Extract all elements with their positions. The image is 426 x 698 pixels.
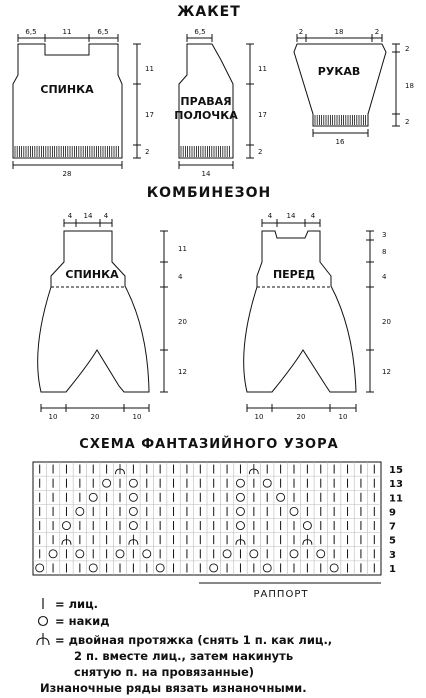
overalls-front-bottom-dim-mid: 20 xyxy=(296,413,306,421)
chart-yarn-over xyxy=(143,550,151,558)
chart-yarn-over xyxy=(277,493,285,501)
yarn-over-icon xyxy=(39,617,48,626)
chart-yarn-over xyxy=(49,550,57,558)
chart-yarn-over xyxy=(236,522,244,530)
overalls-front-bottom-dim-right: 10 xyxy=(338,413,348,421)
sleeve-label: РУКАВ xyxy=(317,65,361,78)
overalls-back-top-dim-left: 4 xyxy=(67,212,73,220)
sleeve-top-dim-left: 2 xyxy=(298,28,304,36)
chart-yarn-over xyxy=(129,522,137,530)
chart-yarn-over xyxy=(263,479,271,487)
chart-yarn-over xyxy=(210,564,218,572)
chart-yarn-over xyxy=(263,564,271,572)
jacket-front-bottom-dim: 14 xyxy=(201,170,211,178)
chart-row-number: 11 xyxy=(389,493,403,505)
overalls-front-right-dim-4: 20 xyxy=(382,318,391,326)
chart-yarn-over xyxy=(76,550,84,558)
chart-double-pull-over xyxy=(62,535,71,545)
overalls-front-bottom-dim-left: 10 xyxy=(254,413,264,421)
jacket-back-piece xyxy=(13,34,141,169)
chart-row-number: 3 xyxy=(389,549,396,561)
chart-yarn-over xyxy=(129,507,137,515)
legend-double-pull-line2: 2 п. вместе лиц., затем накинуть xyxy=(74,649,294,663)
jacket-back-right-dim-2: 17 xyxy=(145,111,154,119)
chart-yarn-over xyxy=(223,550,231,558)
chart-row-number: 9 xyxy=(389,507,396,519)
sleeve-bottom-dim: 16 xyxy=(335,138,345,146)
overalls-back-piece xyxy=(38,219,168,412)
chart-yarn-over xyxy=(129,493,137,501)
chart-yarn-over xyxy=(76,507,84,515)
footer-note: Изнаночные ряды вязать изнаночными. xyxy=(40,681,307,695)
chart-row-number: 1 xyxy=(389,563,396,575)
chart-yarn-over xyxy=(236,479,244,487)
overalls-front-right-dim-3: 4 xyxy=(382,273,387,281)
overalls-back-bottom-dim-right: 10 xyxy=(132,413,142,421)
rapport-label: РАППОРТ xyxy=(253,589,309,600)
jacket-back-top-dim-right: 6,5 xyxy=(97,28,109,36)
scheme-title: СХЕМА ФАНТАЗИЙНОГО УЗОРА xyxy=(79,437,339,452)
overalls-back-bottom-dim-mid: 20 xyxy=(90,413,100,421)
chart-row-number: 5 xyxy=(389,535,396,547)
chart-yarn-over xyxy=(36,564,44,572)
overalls-back-top-dim-mid: 14 xyxy=(83,212,93,220)
jacket-back-label: СПИНКА xyxy=(40,83,94,96)
chart-double-pull-over xyxy=(249,464,258,474)
jacket-front-label-line2: ПОЛОЧКА xyxy=(174,109,238,122)
overalls-back-right-dim-1: 11 xyxy=(178,245,187,253)
overalls-back-right-dim-2: 4 xyxy=(178,273,183,281)
chart-yarn-over xyxy=(290,507,298,515)
sleeve-right-dim-3: 2 xyxy=(405,118,410,126)
overalls-front-right-dim-2: 8 xyxy=(382,248,387,256)
overalls-back-right-dim-4: 12 xyxy=(178,368,187,376)
chart-yarn-over xyxy=(129,479,137,487)
overalls-front-label: ПЕРЕД xyxy=(272,268,316,281)
chart-yarn-over xyxy=(317,550,325,558)
overalls-front-right-dim-1: 3 xyxy=(382,231,387,239)
chart-row-number: 7 xyxy=(389,521,396,533)
legend-knit-text: = лиц. xyxy=(55,597,99,611)
jacket-front-right-dim-1: 11 xyxy=(258,65,267,73)
overalls-front-top-dim-mid: 14 xyxy=(286,212,296,220)
overalls-back-right-dim-3: 20 xyxy=(178,318,187,326)
overalls-back-bottom-dim-left: 10 xyxy=(48,413,58,421)
sleeve-top-dim-mid: 18 xyxy=(334,28,344,36)
overalls-front-top-dim-left: 4 xyxy=(267,212,273,220)
chart-yarn-over xyxy=(250,550,258,558)
double-pull-over-icon xyxy=(37,633,49,645)
chart-double-pull-over xyxy=(116,464,125,474)
overalls-back-label: СПИНКА xyxy=(65,268,119,281)
stitch-chart xyxy=(33,462,403,575)
sleeve-right-dim-2: 18 xyxy=(405,82,414,90)
chart-yarn-over xyxy=(116,550,124,558)
chart-double-pull-over xyxy=(129,535,138,545)
jacket-front-label-line1: ПРАВАЯ xyxy=(180,95,232,108)
chart-yarn-over xyxy=(236,493,244,501)
chart-row-number: 13 xyxy=(389,479,403,491)
jacket-front-right-dim-2: 17 xyxy=(258,111,267,119)
chart-yarn-over xyxy=(103,479,111,487)
chart-double-pull-over xyxy=(303,535,312,545)
overalls-title: КОМБИНЕЗОН xyxy=(146,185,272,201)
sleeve-piece xyxy=(294,34,400,137)
jacket-title: ЖАКЕТ xyxy=(177,4,241,20)
jacket-front-right-dim-3: 2 xyxy=(258,148,263,156)
overalls-front-top-dim-right: 4 xyxy=(310,212,316,220)
chart-yarn-over xyxy=(330,564,338,572)
chart-yarn-over xyxy=(303,522,311,530)
chart-yarn-over xyxy=(156,564,164,572)
legend-yarn-over-text: = накид xyxy=(55,614,110,628)
legend-double-pull-line3: снятую п. на провязанные) xyxy=(74,665,255,679)
chart-row-number: 15 xyxy=(389,465,403,477)
sleeve-top-dim-right: 2 xyxy=(374,28,380,36)
overalls-front-piece xyxy=(244,219,374,412)
overalls-back-top-dim-right: 4 xyxy=(103,212,109,220)
chart-yarn-over xyxy=(89,564,97,572)
chart-yarn-over xyxy=(89,493,97,501)
overalls-front-right-dim-5: 12 xyxy=(382,368,391,376)
chart-yarn-over xyxy=(62,522,70,530)
chart-double-pull-over xyxy=(236,535,245,545)
jacket-back-bottom-dim: 28 xyxy=(62,170,72,178)
chart-yarn-over xyxy=(236,507,244,515)
jacket-back-right-dim-1: 11 xyxy=(145,65,154,73)
jacket-back-right-dim-3: 2 xyxy=(145,148,150,156)
chart-yarn-over xyxy=(290,550,298,558)
jacket-front-top-dim: 6,5 xyxy=(194,28,206,36)
sleeve-right-dim-1: 2 xyxy=(405,45,410,53)
jacket-back-top-dim-mid: 11 xyxy=(62,28,72,36)
jacket-back-top-dim-left: 6,5 xyxy=(25,28,37,36)
legend-double-pull-line1: = двойная протяжка (снять 1 п. как лиц., xyxy=(55,633,333,647)
